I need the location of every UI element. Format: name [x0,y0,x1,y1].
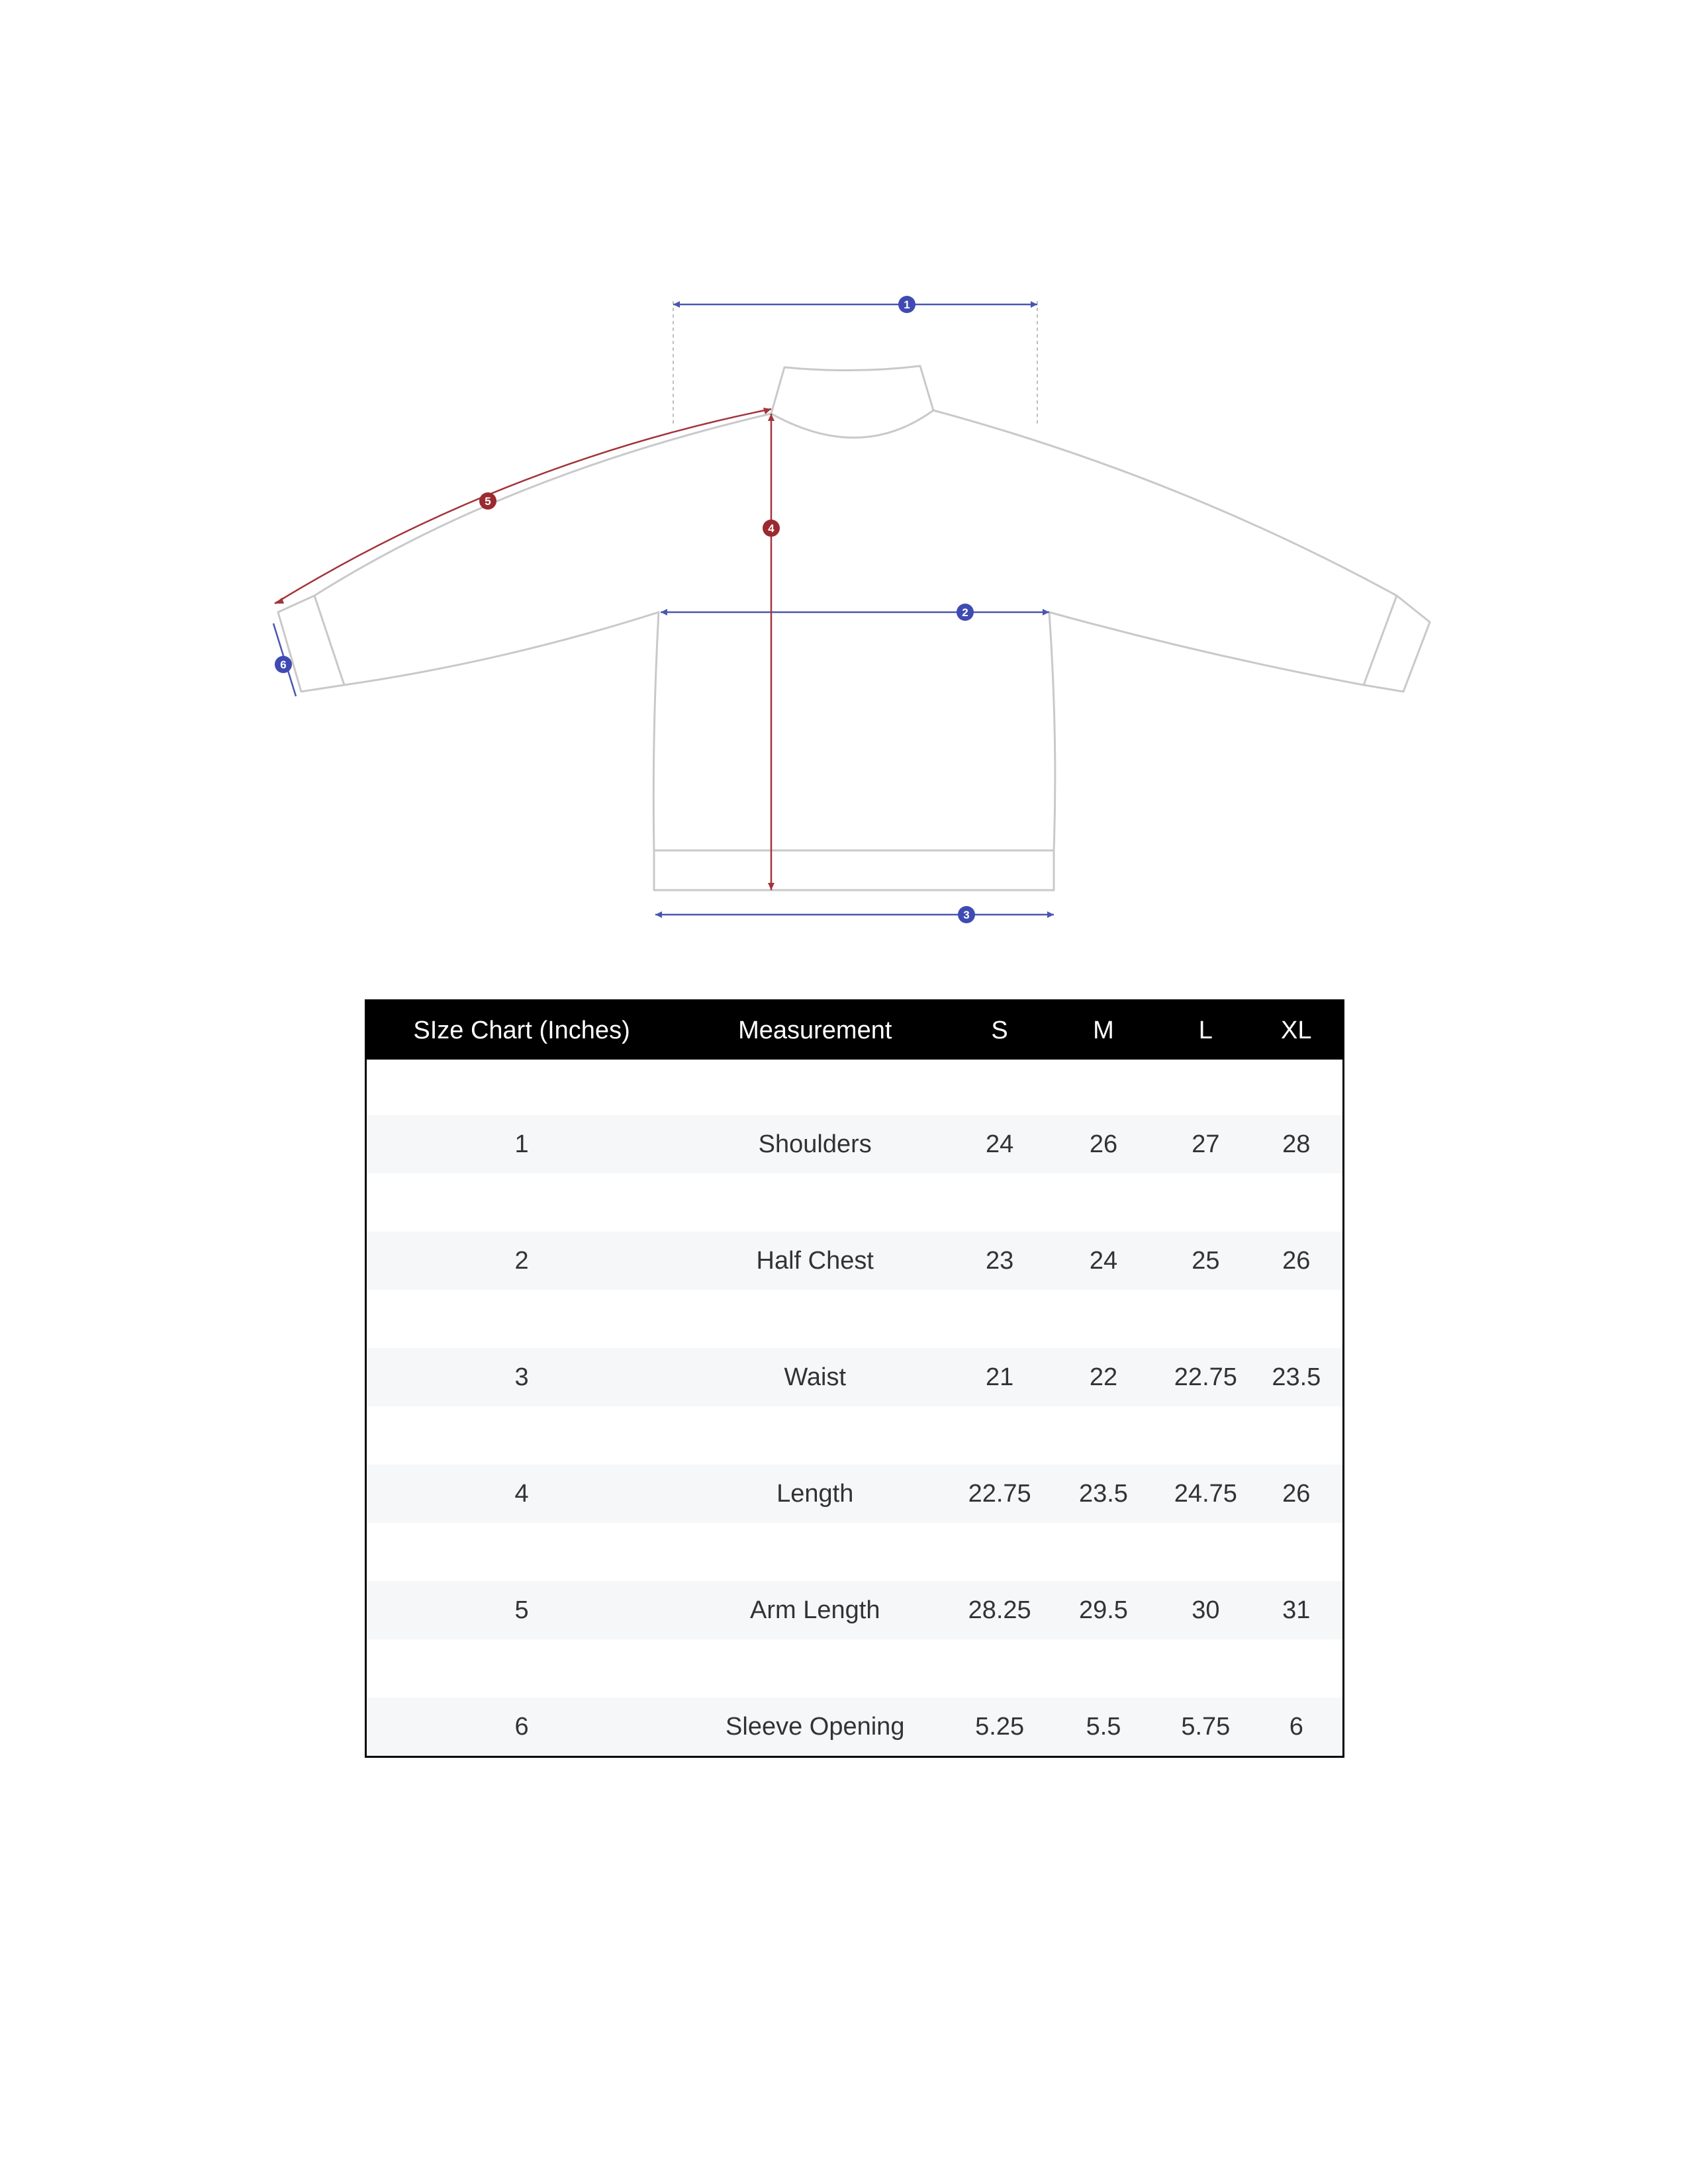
table-row [367,1232,1342,1290]
table-spacer-row [367,1639,1342,1698]
row-value-s: 23 [985,1246,1014,1275]
table-spacer-row [367,1060,1342,1115]
header-size-chart: SIze Chart (Inches) [413,1016,630,1044]
measure-line-shoulders [673,301,1037,308]
table-spacer-row [367,1406,1342,1465]
row-number: 6 [514,1712,529,1741]
marker-2 [957,604,974,621]
svg-text:3: 3 [963,909,970,921]
row-number: 5 [514,1596,529,1624]
row-value-xl: 6 [1289,1712,1303,1741]
row-value-m: 5.5 [1086,1712,1121,1741]
svg-text:2: 2 [962,606,968,619]
table-spacer-row [367,1523,1342,1581]
header-size-s: S [991,1016,1008,1044]
row-value-m: 29.5 [1078,1596,1128,1624]
row-value-s: 22.75 [968,1479,1031,1508]
row-value-xl: 26 [1282,1246,1311,1275]
row-value-xl: 23.5 [1272,1363,1321,1391]
row-measurement: Shoulders [758,1130,872,1158]
row-value-l: 24.75 [1174,1479,1237,1508]
marker-6 [275,656,292,673]
row-value-m: 22 [1089,1363,1118,1391]
row-value-xl: 26 [1282,1479,1311,1508]
row-number: 3 [514,1363,529,1391]
header-size-l: L [1198,1016,1213,1044]
row-value-s: 5.25 [975,1712,1025,1741]
svg-text:5: 5 [485,495,491,508]
row-measurement: Waist [784,1363,847,1391]
marker-4 [763,520,780,537]
table-spacer-row [367,1173,1342,1232]
header-size-m: M [1093,1016,1114,1044]
sweater-measurement-diagram [0,0,1688,940]
row-value-s: 24 [985,1130,1014,1158]
table-header-row [367,1001,1342,1060]
svg-text:1: 1 [904,298,910,311]
row-value-s: 28.25 [968,1596,1031,1624]
measure-line-half-chest [661,609,1049,615]
row-value-m: 26 [1089,1130,1118,1158]
marker-3 [958,906,975,923]
size-chart-table [365,999,1344,1758]
row-value-l: 27 [1192,1130,1220,1158]
svg-text:4: 4 [768,522,774,535]
row-measurement: Arm Length [750,1596,880,1624]
row-number: 4 [514,1479,529,1508]
table-spacer-row [367,1290,1342,1348]
row-measurement: Length [776,1479,854,1508]
row-value-xl: 31 [1282,1596,1311,1624]
row-measurement: Sleeve Opening [726,1712,905,1741]
row-value-m: 24 [1089,1246,1118,1275]
table-row [367,1115,1342,1173]
measure-line-length [768,414,774,890]
row-value-xl: 28 [1282,1130,1311,1158]
svg-text:6: 6 [280,659,287,671]
row-value-m: 23.5 [1078,1479,1128,1508]
table-row [367,1581,1342,1639]
row-number: 1 [514,1130,529,1158]
row-value-s: 21 [985,1363,1014,1391]
header-size-xl: XL [1281,1016,1312,1044]
row-value-l: 25 [1192,1246,1220,1275]
marker-5 [479,492,496,510]
row-number: 2 [514,1246,529,1275]
marker-1 [898,296,915,313]
row-value-l: 22.75 [1174,1363,1237,1391]
table-row [367,1465,1342,1523]
sweater-outline [278,366,1430,890]
measure-line-waist [655,911,1054,918]
row-measurement: Half Chest [756,1246,874,1275]
row-value-l: 30 [1192,1596,1220,1624]
header-measurement: Measurement [738,1016,892,1044]
table-row [367,1348,1342,1406]
row-value-l: 5.75 [1181,1712,1231,1741]
table-row [367,1698,1342,1756]
